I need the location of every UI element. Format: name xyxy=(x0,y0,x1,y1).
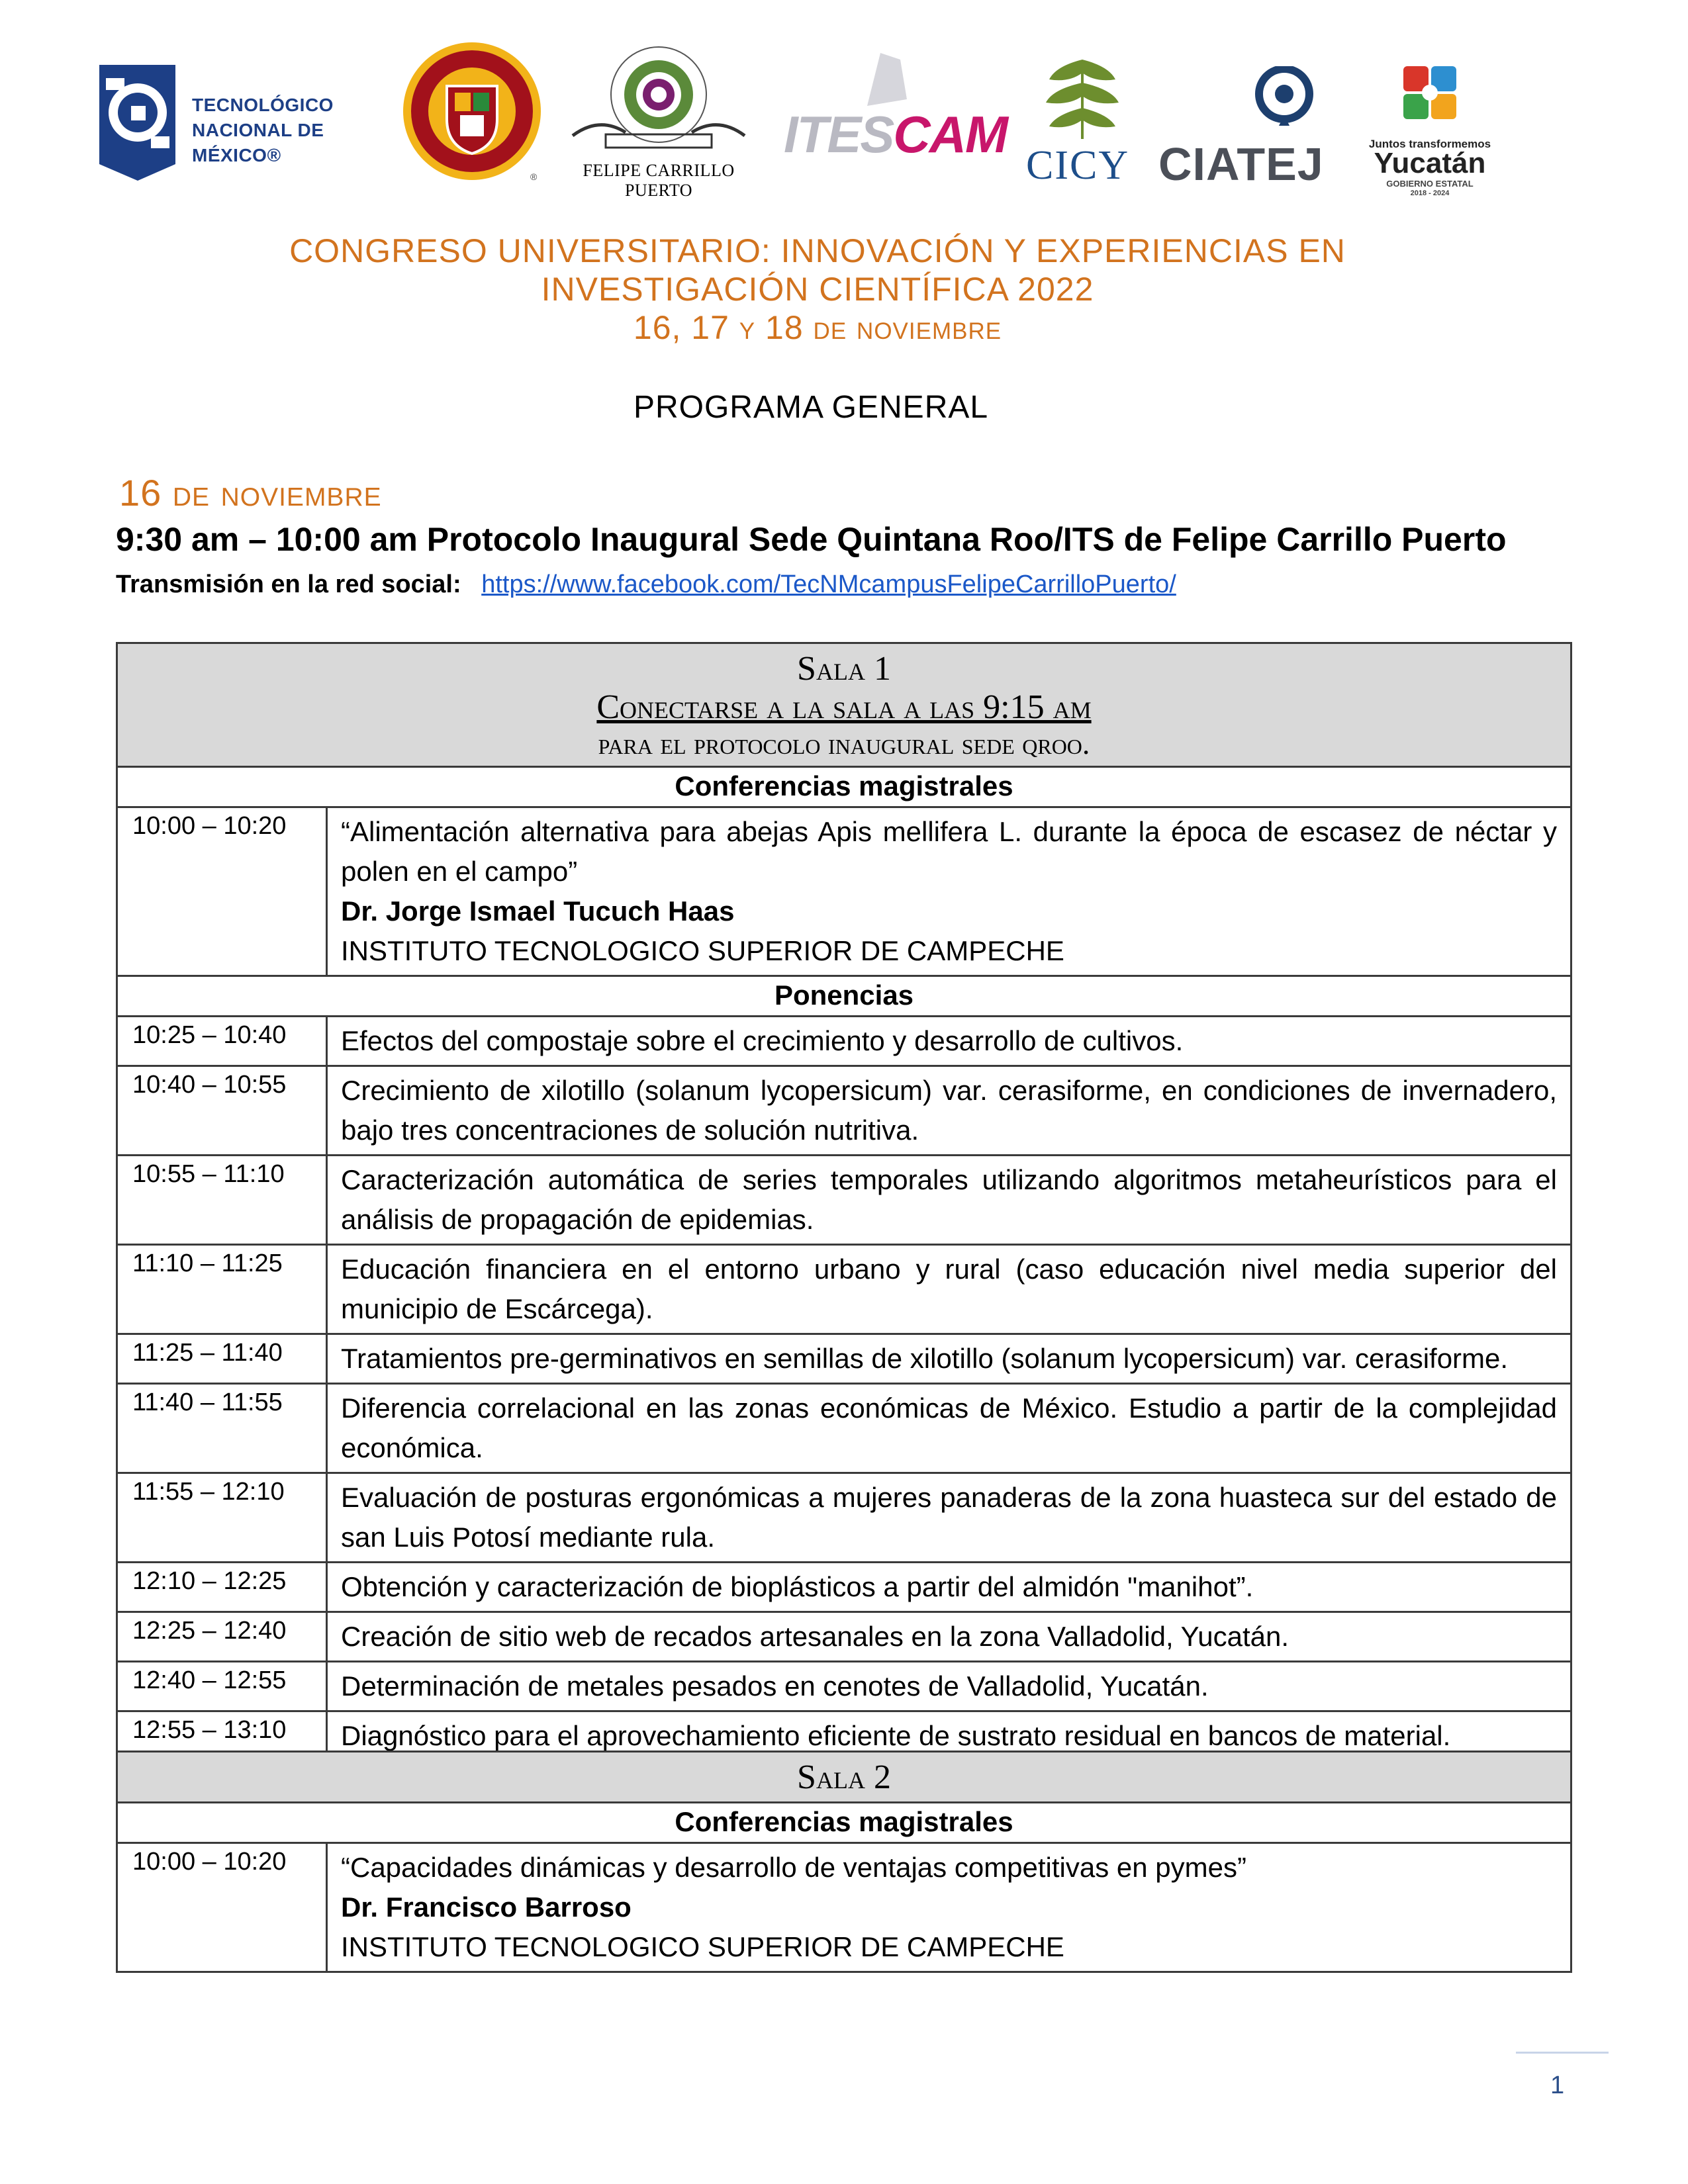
table-row xyxy=(117,1563,1571,1612)
conf-speaker: Dr. Jorge Ismael Tucuch Haas xyxy=(341,895,735,927)
itescam-logo xyxy=(781,53,1008,185)
table-row xyxy=(117,1473,1571,1563)
table-row xyxy=(117,1245,1571,1334)
sala1-protocol-note: para el protocolo inaugural sede qroo. xyxy=(598,727,1090,760)
ciatej-text: CIATEJ xyxy=(1158,138,1324,190)
ponencia-time: 11:40 – 11:55 xyxy=(117,1384,327,1473)
congress-title xyxy=(119,232,1516,347)
congress-title-line2: INVESTIGACIÓN CIENTÍFICA 2022 xyxy=(541,271,1094,308)
itescam-map-icon xyxy=(781,53,1000,106)
fcp-caption: FELIPE CARRILLO PUERTO xyxy=(583,161,735,200)
ponencia-title: Crecimiento de xilotillo (solanum lycopersicum) var. cerasiforme, en condiciones de invernadero, bajo tres concentraciones de solución nutritiva. xyxy=(327,1066,1571,1156)
tecnm-line1: TECNOLÓGICO xyxy=(192,95,334,115)
yucatan-years: 2018 - 2024 xyxy=(1410,189,1450,197)
conf-institution: INSTITUTO TECNOLOGICO SUPERIOR DE CAMPECHE xyxy=(341,1931,1064,1962)
its-seal-icon xyxy=(400,40,546,185)
sala1-table xyxy=(116,642,1572,1762)
sala2-table xyxy=(116,1751,1572,1973)
table-row xyxy=(117,1017,1571,1066)
fcp-logo xyxy=(559,43,758,200)
yucatan-tagline: Juntos transformemos xyxy=(1368,138,1491,150)
sala2-conf-header: Conferencias magistrales xyxy=(117,1803,1571,1843)
svg-text:®: ® xyxy=(530,171,538,182)
footer-divider xyxy=(1516,2052,1609,2054)
ponencia-title: Obtención y caracterización de bioplásticos a partir del almidón "manihot”. xyxy=(327,1563,1571,1612)
ponencia-time: 11:25 – 11:40 xyxy=(117,1334,327,1384)
table-row xyxy=(117,1334,1571,1384)
sala1-connect-note: Conectarse a la sala a las 9:15 am xyxy=(596,688,1092,726)
conf-institution: INSTITUTO TECNOLOGICO SUPERIOR DE CAMPECHE xyxy=(341,935,1064,966)
ponencia-time: 10:25 – 10:40 xyxy=(117,1017,327,1066)
ponencia-title: Efectos del compostaje sobre el crecimiento y desarrollo de cultivos. xyxy=(327,1017,1571,1066)
ponencia-title: Tratamientos pre-germinativos en semillas de xilotillo (solanum lycopersicum) var. cerasiforme. xyxy=(327,1334,1571,1384)
conf-title: “Capacidades dinámicas y desarrollo de ventajas competitivas en pymes” xyxy=(341,1852,1246,1883)
table-row xyxy=(117,807,1571,976)
cicy-text: CICY xyxy=(1026,143,1130,188)
gear-emblem-icon xyxy=(559,43,758,159)
sala2-header xyxy=(117,1752,1571,1803)
conf-details xyxy=(327,1843,1571,1972)
conf-details xyxy=(327,807,1571,976)
logo-strip xyxy=(86,40,1516,199)
conf-speaker: Dr. Francisco Barroso xyxy=(341,1891,632,1923)
ponencia-title: Educación financiera en el entorno urbano y rural (caso educación nivel media superior del municipio de Escárcega). xyxy=(327,1245,1571,1334)
ponencia-title: Creación de sitio web de recados artesanales en la zona Valladolid, Yucatán. xyxy=(327,1612,1571,1662)
leaf-icon xyxy=(1026,56,1142,142)
itescam-text-b: CAM xyxy=(893,105,1008,163)
congress-title-line1: CONGRESO UNIVERSITARIO: INNOVACIÓN Y EXPERIENCIAS EN xyxy=(289,232,1346,269)
sala1-name: Sala 1 xyxy=(797,650,891,688)
transmission-label: Transmisión en la red social: xyxy=(116,570,461,598)
sala1-conf-header: Conferencias magistrales xyxy=(117,767,1571,807)
tecnm-line2: NACIONAL DE MÉXICO® xyxy=(192,120,324,165)
program-heading: PROGRAMA GENERAL xyxy=(633,390,989,425)
transmission-line xyxy=(116,570,1176,599)
ponencia-title: Diagnóstico para el aprovechamiento eficiente de sustrato residual en bancos de material. xyxy=(327,1711,1571,1761)
protocol-line: 9:30 am – 10:00 am Protocolo Inaugural Sede Quintana Roo/ITS de Felipe Carrillo Puerto xyxy=(116,521,1507,558)
its-seal-logo xyxy=(400,40,546,185)
sala1-header xyxy=(117,643,1571,767)
yucatan-logo xyxy=(1364,60,1509,197)
yucatan-emblem-icon xyxy=(1364,60,1496,136)
facebook-link[interactable]: https://www.facebook.com/TecNMcampusFelipeCarrilloPuerto/ xyxy=(481,570,1176,598)
day-heading: 16 de noviembre xyxy=(119,472,382,514)
table-row xyxy=(117,1384,1571,1473)
ponencia-time: 11:55 – 12:10 xyxy=(117,1473,327,1563)
tecnm-logo xyxy=(93,52,404,184)
yucatan-name: Yucatán xyxy=(1374,147,1486,179)
ciatej-circle-icon xyxy=(1158,66,1344,139)
ponencia-title: Diferencia correlacional en las zonas económicas de México. Estudio a partir de la complejidad económica. xyxy=(327,1384,1571,1473)
ponencia-title: Caracterización automática de series temporales utilizando algoritmos metaheurísticos para el análisis de propagación de epidemias. xyxy=(327,1156,1571,1245)
table-row xyxy=(117,1612,1571,1662)
ponencia-time: 11:10 – 11:25 xyxy=(117,1245,327,1334)
yucatan-sub: GOBIERNO ESTATAL xyxy=(1386,179,1474,189)
conf-time: 10:00 – 10:20 xyxy=(117,1843,327,1972)
ponencia-time: 12:25 – 12:40 xyxy=(117,1612,327,1662)
congress-dates: 16, 17 y 18 de noviembre xyxy=(633,309,1002,346)
table-row xyxy=(117,1066,1571,1156)
itescam-text-a: ITES xyxy=(784,105,894,163)
page-number: 1 xyxy=(1550,2071,1565,2099)
ponencia-time: 12:10 – 12:25 xyxy=(117,1563,327,1612)
table-row xyxy=(117,1156,1571,1245)
ponencia-time: 12:40 – 12:55 xyxy=(117,1662,327,1711)
ponencia-title: Evaluación de posturas ergonómicas a mujeres panaderas de la zona huasteca sur del estado de san Luis Potosí mediante rula. xyxy=(327,1473,1571,1563)
ciatej-logo xyxy=(1158,66,1344,190)
ponencia-time: 12:55 – 13:10 xyxy=(117,1711,327,1761)
ponencia-title: Determinación de metales pesados en cenotes de Valladolid, Yucatán. xyxy=(327,1662,1571,1711)
ponencia-time: 10:55 – 11:10 xyxy=(117,1156,327,1245)
conf-time: 10:00 – 10:20 xyxy=(117,807,327,976)
table-row xyxy=(117,1843,1571,1972)
sala1-pon-header: Ponencias xyxy=(117,976,1571,1017)
cicy-logo xyxy=(1026,56,1142,188)
sala2-name: Sala 2 xyxy=(797,1758,891,1796)
ponencia-time: 10:40 – 10:55 xyxy=(117,1066,327,1156)
table-row xyxy=(117,1662,1571,1711)
tecnm-emblem-icon xyxy=(93,52,182,184)
conf-title: “Alimentación alternativa para abejas Apis mellifera L. durante la época de escasez de néctar y polen en el campo” xyxy=(341,816,1557,887)
